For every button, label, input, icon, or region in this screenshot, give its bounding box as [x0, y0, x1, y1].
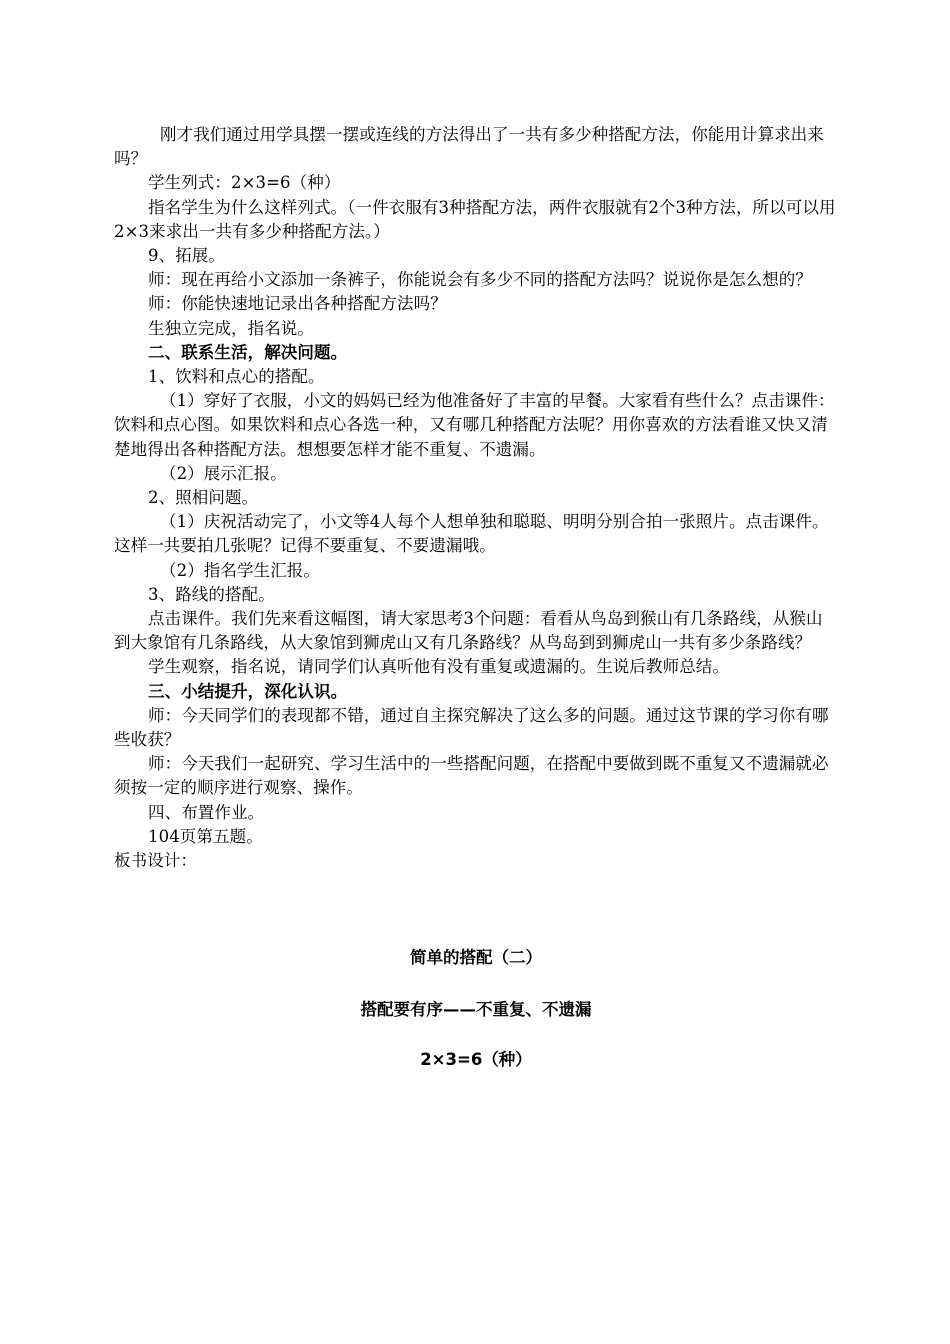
paragraph-homework-page: 104页第五题。 — [148, 826, 263, 846]
paragraph-calculation-question: 刚才我们通过用学具摆一摆或连线的方法得出了一共有多少种搭配方法，你能用计算求出来吗？ — [114, 125, 824, 169]
paragraph-extension-heading: 9、拓展。 — [148, 246, 225, 266]
paragraph-student-report: （2）指名学生汇报。 — [160, 560, 320, 580]
board-title: 简单的搭配（二） — [410, 948, 542, 967]
paragraph-teacher-record: 师：你能快速地记录出各种搭配方法吗？ — [148, 294, 447, 314]
paragraph-explain-formula: 指名学生为什么这样列式。（一件衣服有3种搭配方法，两件衣服就有2个3种方法，所以可以用2×3来求出一共有多少种搭配方法。） — [114, 197, 836, 241]
section-heading-summary: 三、小结提升，深化认识。 — [148, 681, 348, 701]
section-heading-life-problems: 二、联系生活，解决问题。 — [148, 342, 348, 362]
paragraph-photo-task: （1）庆祝活动完了，小文等4人每个人想单独和聪聪、明明分别合拍一张照片。点击课件。这样一共要拍几张呢？记得不要重复、不要遗漏哦。 — [114, 512, 829, 556]
paragraph-students-independent: 生独立完成，指名说。 — [148, 318, 314, 338]
paragraph-route-task: 点击课件。我们先来看这幅图，请大家思考3个问题：看看从鸟岛到猴山有几条路线，从猴山到大象馆有几条路线，从大象馆到狮虎山又有几条路线？从鸟岛到到狮虎山一共有多少条路线？ — [114, 609, 823, 653]
paragraph-student-formula: 学生列式：2×3=6（种） — [148, 173, 341, 193]
lesson-body — [114, 123, 838, 873]
paragraph-teacher-conclusion: 师：今天我们一起研究、学习生活中的一些搭配问题，在搭配中要做到既不重复又不遗漏就必须按一定的顺序进行观察、操作。 — [114, 754, 829, 798]
board-formula: 2×3=6（种） — [420, 1050, 532, 1069]
paragraph-teacher-praise: 师：今天同学们的表现都不错，通过自主探究解决了这么多的问题。通过这节课的学习你有哪些收获？ — [114, 705, 829, 750]
paragraph-route-heading: 3、路线的搭配。 — [148, 584, 275, 604]
paragraph-board-design-label: 板书设计： — [114, 851, 197, 871]
paragraph-photo-heading: 2、照相问题。 — [148, 488, 259, 508]
paragraph-teacher-add-pants: 师：现在再给小文添加一条裤子，你能说会有多少不同的搭配方法吗？说说你是怎么想的？ — [148, 270, 812, 290]
paragraph-breakfast-task: （1）穿好了衣服，小文的妈妈已经为他准备好了丰富的早餐。大家看有些什么？点击课件：饮料和点心图。如果饮料和点心各选一种，又有哪几种搭配方法呢？用你喜欢的方法看谁又快又清楚地得出各种搭配方法。想想要怎样才能不重复、不遗漏。 — [114, 391, 835, 459]
paragraph-homework-heading: 四、布置作业。 — [148, 802, 265, 822]
paragraph-show-report: （2）展示汇报。 — [160, 463, 287, 483]
paragraph-student-observe: 学生观察，指名说，请同学们认真听他有没有重复或遗漏的。生说后教师总结。 — [148, 657, 729, 677]
paragraph-drinks-snacks-heading: 1、饮料和点心的搭配。 — [148, 367, 325, 387]
board-principle: 搭配要有序——不重复、不遗漏 — [360, 1000, 592, 1019]
